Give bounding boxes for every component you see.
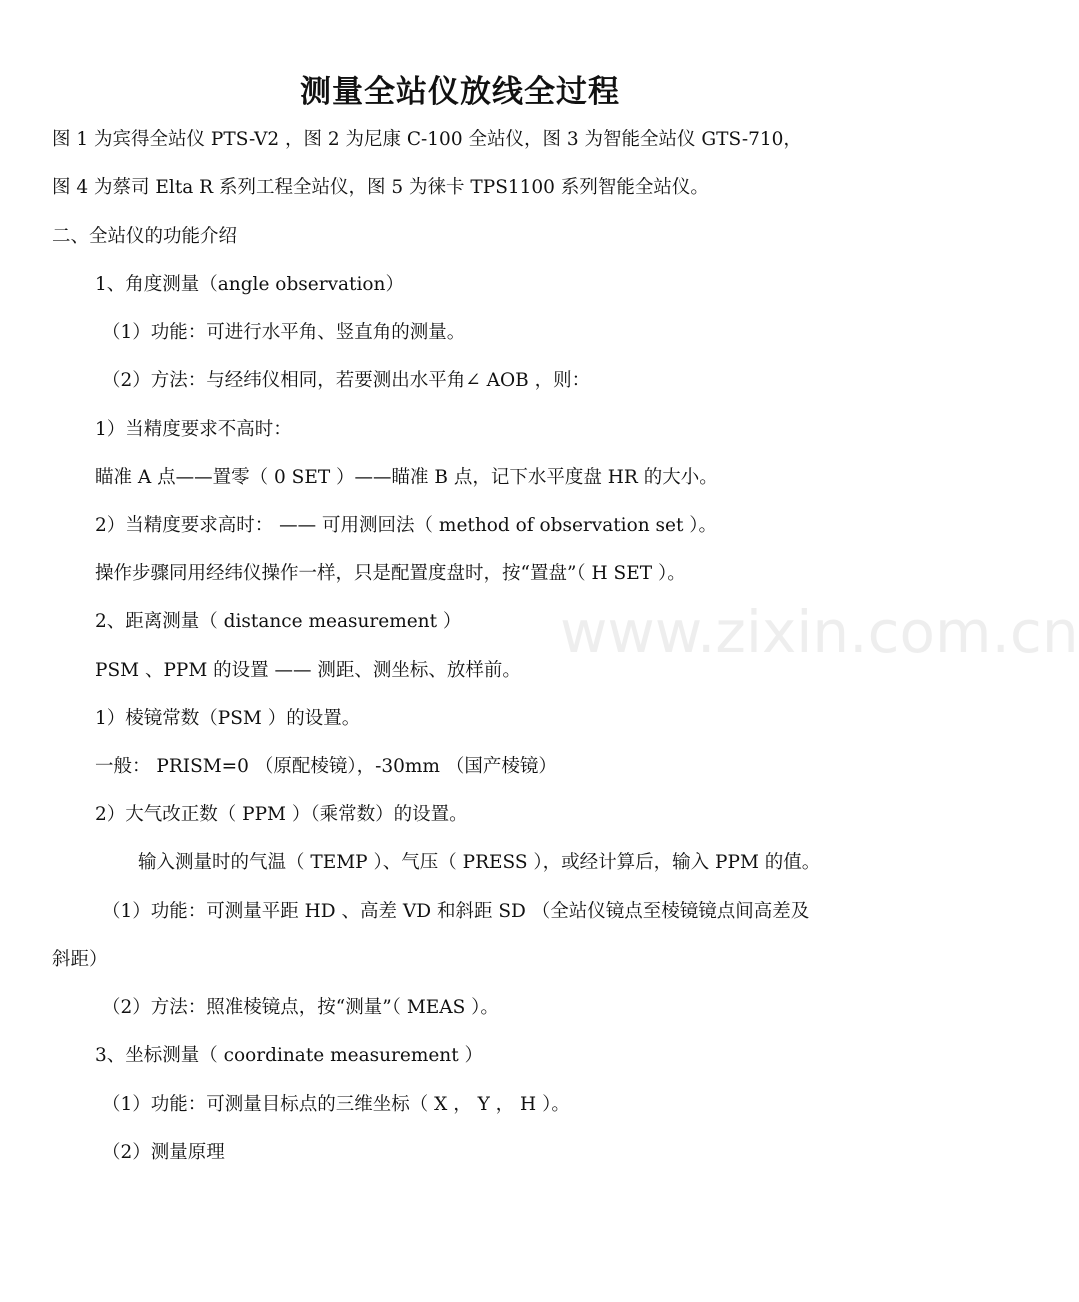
paragraph-line: （1）功能：可测量目标点的三维坐标（ X ， Y ， H ）。	[102, 1094, 570, 1115]
subsection-heading: 2、距离测量（ distance measurement ）	[95, 611, 462, 632]
paragraph-line: 2）大气改正数（ PPM ）（乘常数）的设置。	[95, 804, 468, 825]
paragraph-line: 瞄准 A 点——置零（ 0 SET ）——瞄准 B 点，记下水平度盘 HR 的大小。	[95, 467, 718, 488]
paragraph-line: （2）测量原理	[102, 1142, 225, 1163]
paragraph-line: 1）棱镜常数（PSM ）的设置。	[95, 708, 361, 729]
paragraph-line: 2）当精度要求高时： —— 可用测回法（ method of observation set ）。	[95, 515, 718, 536]
paragraph-line: （2）方法：照准棱镜点，按“测量”（ MEAS ）。	[102, 997, 499, 1018]
paragraph-line: 1）当精度要求不高时：	[95, 419, 292, 440]
subsection-heading: 1、角度测量（angle observation）	[95, 274, 404, 295]
paragraph-line: 一般： PRISM=0 （原配棱镜），-30mm （国产棱镜）	[95, 756, 557, 777]
paragraph-line: 图 4 为蔡司 Elta R 系列工程全站仪，图 5 为徕卡 TPS1100 系列智能全站仪。	[52, 177, 709, 198]
paragraph-line: 操作步骤同用经纬仪操作一样，只是配置度盘时，按“置盘”（ H SET ）。	[95, 563, 686, 584]
paragraph-line: （1）功能：可测量平距 HD 、高差 VD 和斜距 SD （全站仪镜点至棱镜镜点间高差及	[102, 901, 810, 922]
document-title: 测量全站仪放线全过程	[300, 74, 620, 110]
paragraph-line: 图 1 为宾得全站仪 PTS-V2 ，图 2 为尼康 C-100 全站仪，图 3 为智能全站仪 GTS-710，	[52, 129, 802, 150]
watermark: www.zixin.com.cn	[560, 598, 1079, 666]
paragraph-line: （1）功能：可进行水平角、竖直角的测量。	[102, 322, 466, 343]
subsection-heading: 3、坐标测量（ coordinate measurement ）	[95, 1045, 484, 1066]
paragraph-line: PSM 、PPM 的设置 —— 测距、测坐标、放样前。	[95, 660, 521, 681]
section-heading: 二、全站仪的功能介绍	[52, 226, 238, 247]
paragraph-line: 输入测量时的气温（ TEMP ）、气压（ PRESS ），或经计算后，输入 PPM 的值。	[138, 852, 821, 873]
paragraph-line: 斜距）	[52, 949, 108, 970]
paragraph-line: （2）方法：与经纬仪相同，若要测出水平角∠ AOB ，则：	[102, 370, 591, 391]
